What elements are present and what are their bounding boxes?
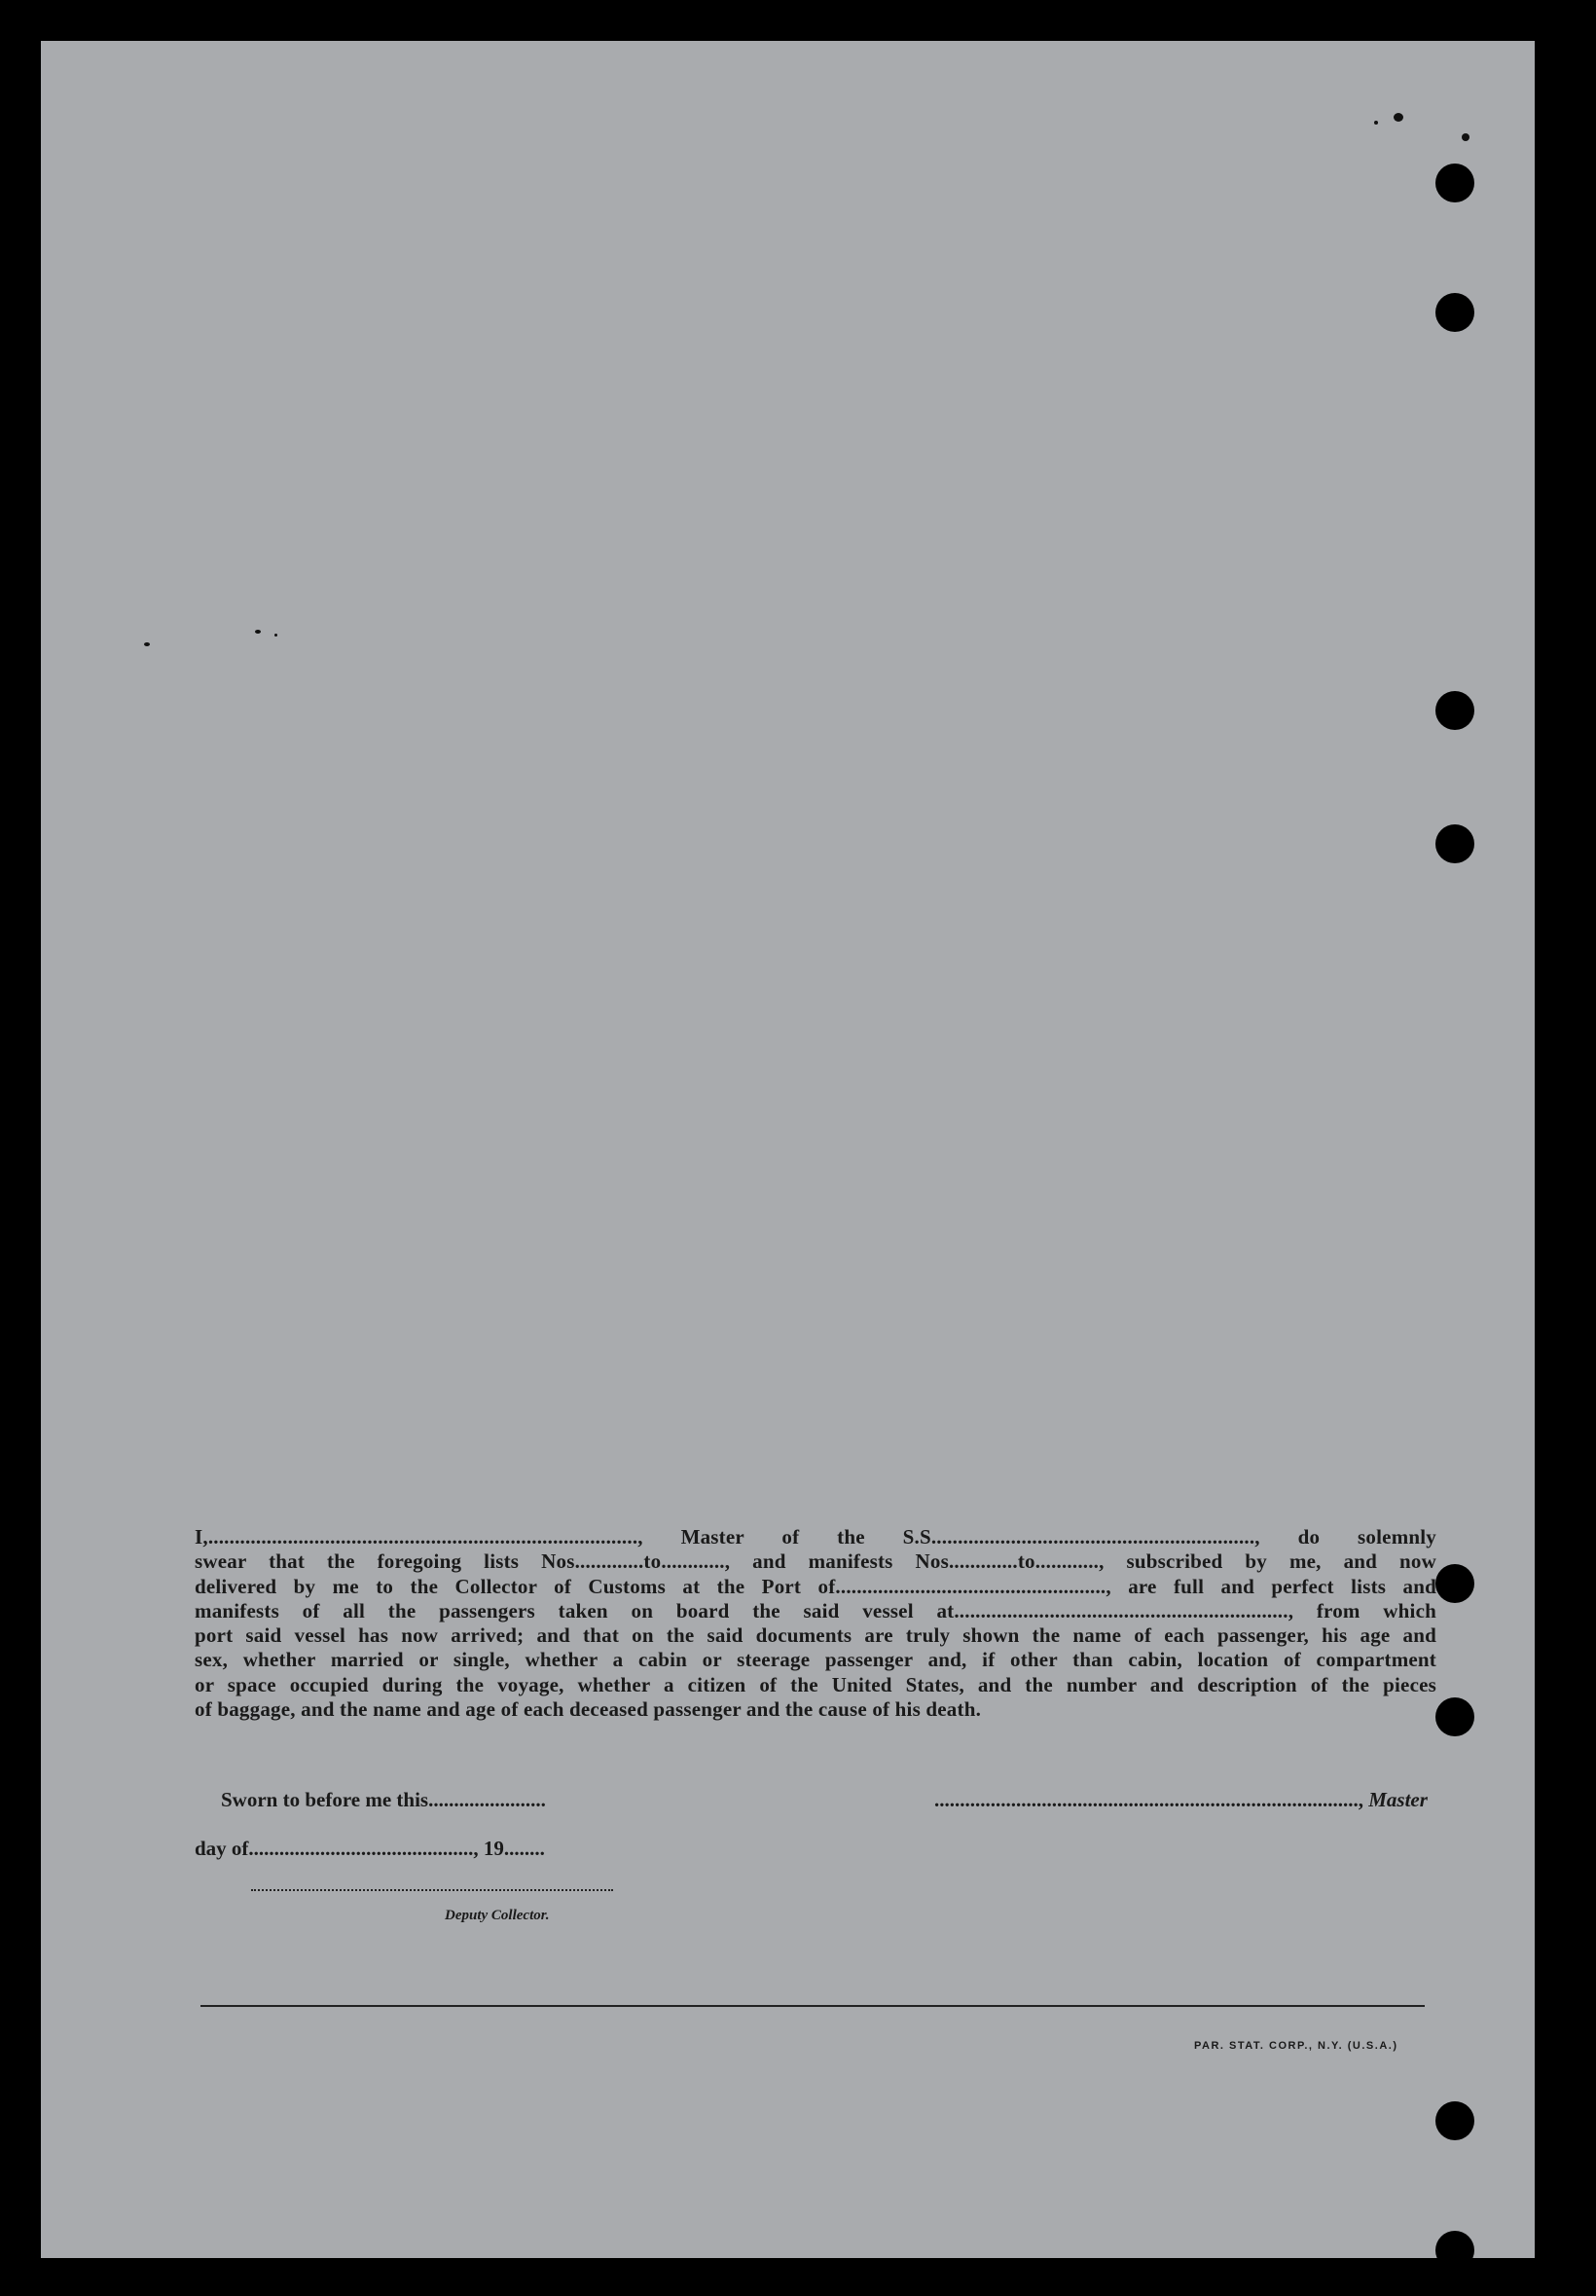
punch-hole	[1435, 2101, 1474, 2140]
bottom-rule	[200, 2005, 1425, 2007]
sworn-before-line: Sworn to before me this.......................	[221, 1788, 546, 1811]
punch-hole	[1435, 2231, 1474, 2258]
deputy-collector-label: Deputy Collector.	[445, 1908, 550, 1923]
ink-speck	[1394, 113, 1403, 122]
oath-line: or space occupied during the voyage, whether a citizen of the United States, and the number and description of the pieces	[195, 1672, 1436, 1696]
master-oath-text	[195, 1525, 1436, 1722]
ink-speck	[144, 642, 150, 646]
punch-hole	[1435, 824, 1474, 863]
oath-line: delivered by me to the Collector of Customs at the Port of..................................................., are full and perfect lists and	[195, 1574, 1436, 1598]
ink-speck	[1374, 121, 1378, 125]
punch-hole	[1435, 1697, 1474, 1736]
punch-hole	[1435, 293, 1474, 332]
oath-line: port said vessel has now arrived; and that on the said documents are truly shown the name of each passenger, his age and	[195, 1623, 1436, 1648]
printer-mark: PAR. STAT. CORP., N.Y. (U.S.A.)	[1194, 2040, 1398, 2052]
document-page	[41, 41, 1535, 2258]
oath-line: manifests of all the passengers taken on board the said vessel at..............................................................., from which	[195, 1598, 1436, 1622]
punch-hole	[1435, 164, 1474, 202]
oath-line: of baggage, and the name and age of each deceased passenger and the cause of his death.	[195, 1697, 982, 1722]
day-of-line: day of............................................, 19........	[195, 1837, 545, 1860]
oath-line: sex, whether married or single, whether a cabin or steerage passenger and, if other than cabin, location of compartment	[195, 1648, 1436, 1672]
punch-hole	[1435, 1564, 1474, 1603]
master-title: Master	[1368, 1788, 1428, 1811]
deputy-signature-line	[251, 1889, 613, 1891]
ink-speck	[274, 634, 277, 637]
oath-line: I,................................................................................., Master of the S.S............................................................., do solemnly	[195, 1525, 1436, 1549]
master-signature-line	[934, 1788, 1428, 1812]
ink-speck	[255, 630, 261, 634]
oath-line: swear that the foregoing lists Nos.............to............, and manifests Nos.............to............, subscribed by me, and now	[195, 1549, 1436, 1574]
ink-speck	[1462, 133, 1469, 141]
master-signature-dots: ...................................................................................,	[934, 1788, 1363, 1811]
punch-hole	[1435, 691, 1474, 730]
